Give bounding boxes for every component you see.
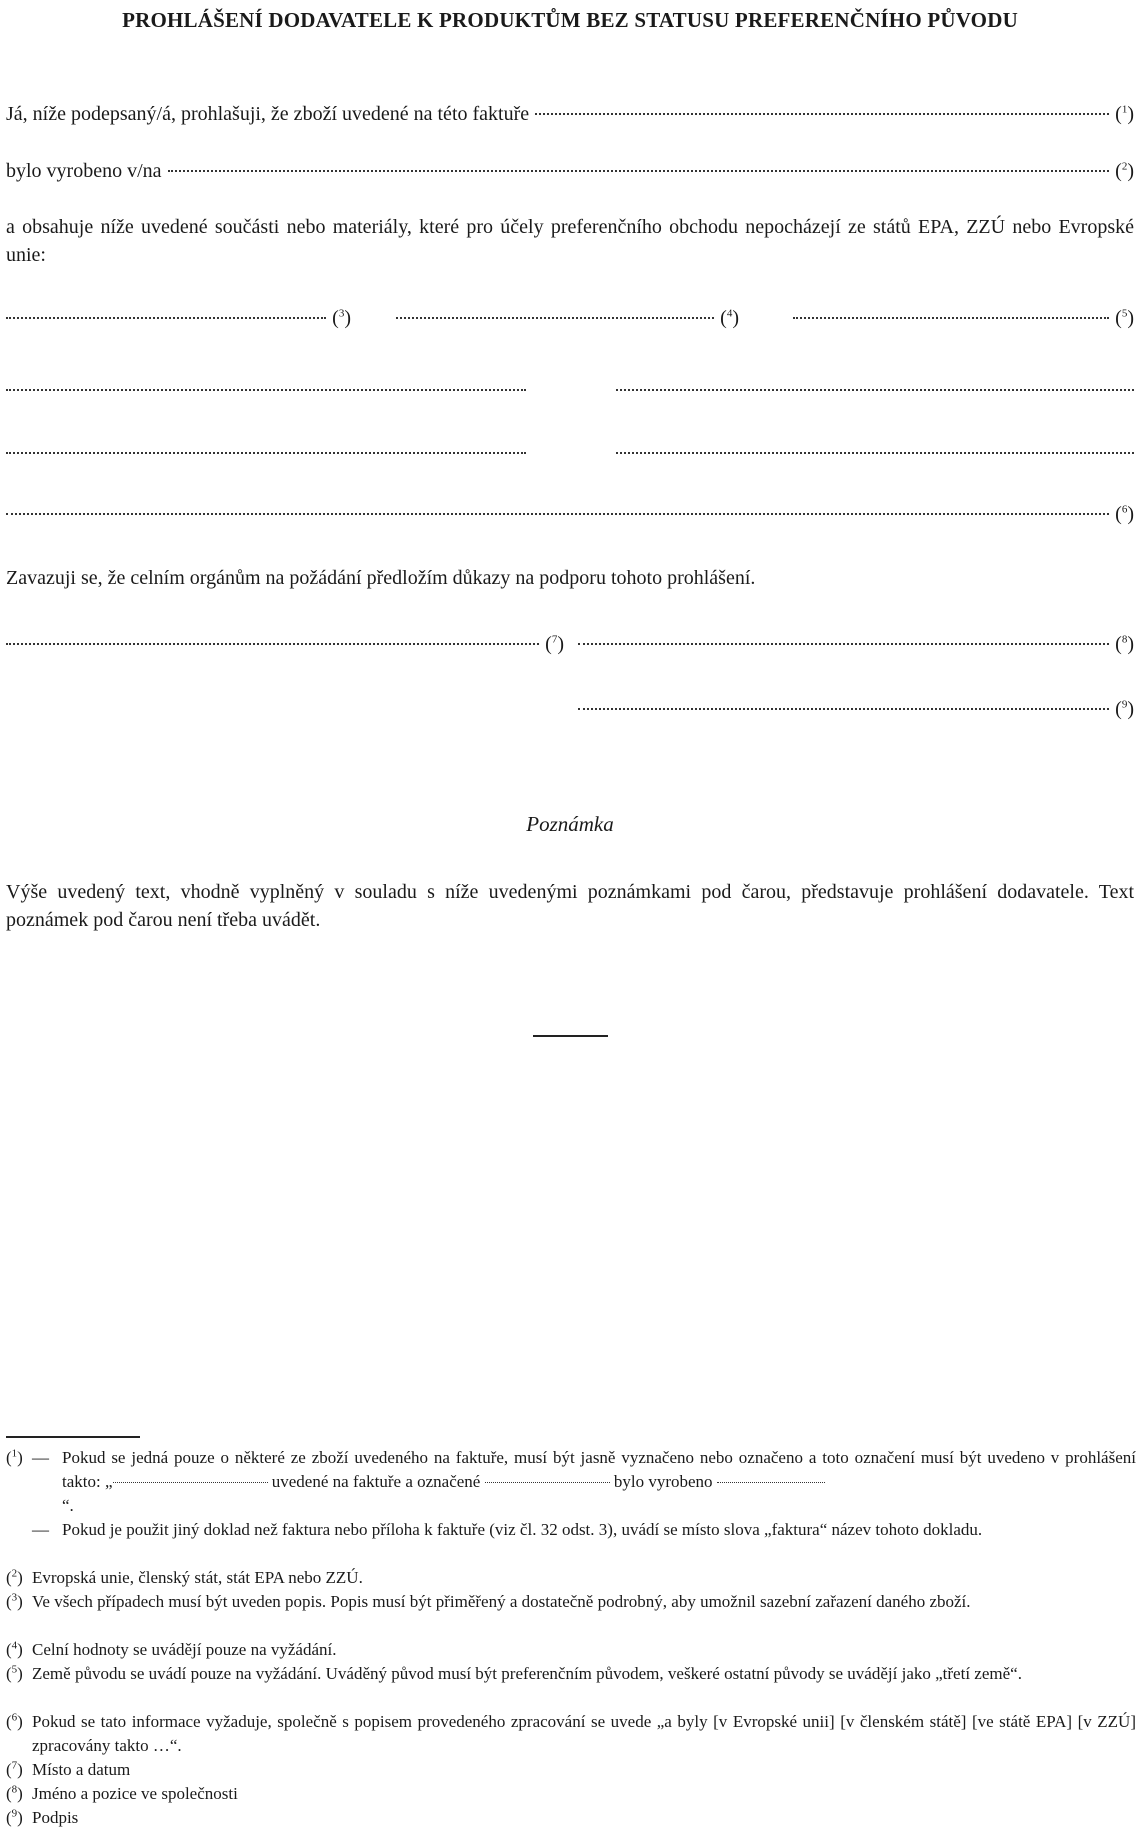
- footnote-mark-2: ($^2$): [1115, 160, 1134, 182]
- declaration-text-goods: Já, níže podepsaný/á, prohlašuji, že zboží uvedené na této faktuře: [6, 103, 530, 125]
- fill-field-produced-in[interactable]: [168, 170, 1110, 172]
- fill-field-origin[interactable]: [793, 317, 1109, 319]
- footnote-text: Celní hodnoty se uvádějí pouze na vyžádání.: [32, 1640, 337, 1659]
- note-paragraph: Výše uvedený text, vhodně vyplněný v souladu s níže uvedenými poznámkami pod čarou, představuje prohlášení dodavatele. Text poznámek pod čarou není třeba uvádět.: [6, 881, 1134, 931]
- footnote-1-item-1: [62, 1446, 1136, 1518]
- footnote-text: Evropská unie, členský stát, stát EPA nebo ZZÚ.: [32, 1568, 363, 1587]
- field-processing: [6, 500, 1134, 528]
- footnote-text: Jméno a pozice ve společnosti: [32, 1784, 238, 1803]
- fill-line-left-2[interactable]: [6, 452, 526, 454]
- footnote-number: ($^9$): [6, 1807, 23, 1827]
- fill-line-right-2[interactable]: [616, 452, 1134, 454]
- footnote-1: [6, 1446, 1136, 1518]
- fill-field-place-date[interactable]: [6, 643, 539, 645]
- section-separator: [533, 1035, 608, 1037]
- footnote-mark-3: ($^3$): [332, 307, 351, 329]
- footnote-number: ($^7$): [6, 1759, 23, 1779]
- declaration-line-goods: [6, 100, 1134, 128]
- fill-field-inline: [485, 1482, 610, 1483]
- footnote-number: ($^8$): [6, 1783, 23, 1803]
- declaration-line-produced: [6, 157, 1134, 185]
- field-signature: [578, 695, 1134, 723]
- footnote-mark-5: ($^5$): [1115, 307, 1134, 329]
- footnote-number: ($^3$): [6, 1591, 23, 1611]
- footnote-8: [6, 1782, 1136, 1806]
- footnote-text: “.: [62, 1496, 74, 1515]
- footnote-text: Pokud se jedná pouze o některé ze zboží uvedeného na faktuře, musí být jasně vyznačeno nebo označeno a toto označení musí být uvedeno v prohlášení takto: „: [62, 1448, 1136, 1491]
- footnote-7: [6, 1758, 1136, 1782]
- materials-paragraph: a obsahuje níže uvedené součásti nebo materiály, které pro účely preferenčního obchodu nepocházejí ze států EPA, ZZÚ nebo Evropské unie:: [6, 216, 1134, 266]
- footnote-mark-1: ($^1$): [1115, 103, 1134, 125]
- dash-bullet: —: [32, 1448, 49, 1467]
- footnote-number: ($^6$): [6, 1711, 23, 1731]
- fill-field-name-position[interactable]: [578, 643, 1109, 645]
- fill-field-goods[interactable]: [535, 113, 1109, 115]
- footnote-text: Místo a datum: [32, 1760, 131, 1779]
- field-place-date: [6, 630, 564, 658]
- footnote-rule: [6, 1436, 140, 1438]
- fill-line-left-1[interactable]: [6, 389, 526, 391]
- fill-field-signature[interactable]: [578, 708, 1109, 710]
- commitment-sentence: Zavazuji se, že celním orgánům na požádání předložím důkazy na podporu tohoto prohlášení.: [6, 567, 756, 589]
- footnote-mark-6: ($^6$): [1115, 503, 1134, 525]
- field-origin: [793, 304, 1134, 332]
- footnote-5: [6, 1662, 1136, 1710]
- footnote-mark-8: ($^8$): [1115, 633, 1134, 655]
- fill-line-right-1[interactable]: [616, 389, 1134, 391]
- fill-field-processing[interactable]: [6, 513, 1109, 515]
- footnote-mark-7: ($^7$): [545, 633, 564, 655]
- fill-field-value[interactable]: [396, 317, 714, 319]
- field-description: [6, 304, 351, 332]
- footnote-mark-9: ($^9$): [1115, 698, 1134, 720]
- footnote-9: [6, 1806, 1136, 1830]
- note-heading: Poznámka: [526, 812, 614, 836]
- footnote-text: bylo vyrobeno: [613, 1472, 713, 1491]
- footnote-number: ($^2$): [6, 1567, 23, 1587]
- footnote-text: uvedené na faktuře a označené: [271, 1472, 481, 1491]
- footnote-text: Pokud je použit jiný doklad než faktura nebo příloha k faktuře (viz čl. 32 odst. 3), uvádí se místo slova „faktura“ název tohoto dokladu.: [62, 1520, 983, 1539]
- footnote-text: Země původu se uvádí pouze na vyžádání. Uváděný původ musí být preferenčním původem, veškeré ostatní původy se uvádějí jako „třetí země“.: [32, 1664, 1022, 1683]
- footnote-text: Podpis: [32, 1808, 79, 1827]
- footnote-3: [6, 1590, 1136, 1638]
- document-title: PROHLÁŠENÍ DODAVATELE K PRODUKTŮM BEZ STATUSU PREFERENČNÍHO PŮVODU: [122, 8, 1018, 32]
- dash-bullet: —: [32, 1520, 49, 1539]
- footnote-4: [6, 1638, 1136, 1662]
- footnote-2: [6, 1566, 1136, 1590]
- footnote-1-item-2: [6, 1518, 1136, 1566]
- footnote-number: ($^5$): [6, 1663, 23, 1683]
- footnote-text: Ve všech případech musí být uveden popis. Popis musí být přiměřený a dostatečně podrobný, aby umožnil sazební zařazení daného zboží.: [32, 1592, 971, 1611]
- field-name-position: [578, 630, 1134, 658]
- footnote-text: Pokud se tato informace vyžaduje, společně s popisem provedeného zpracování se uvede „a byly [v Evropské unii] [v členském státě] [ve státě EPA] [v ZZÚ] zpracovány takto …“.: [32, 1712, 1136, 1755]
- footnote-6: [6, 1710, 1136, 1758]
- field-value: [396, 304, 739, 332]
- fill-field-inline: [717, 1482, 825, 1483]
- fill-field-inline: [113, 1482, 268, 1483]
- fill-field-description[interactable]: [6, 317, 326, 319]
- footnote-mark-4: ($^4$): [720, 307, 739, 329]
- footnote-number: ($^1$): [6, 1447, 23, 1467]
- declaration-text-produced: bylo vyrobeno v/na: [6, 160, 162, 182]
- footnote-number: ($^4$): [6, 1639, 23, 1659]
